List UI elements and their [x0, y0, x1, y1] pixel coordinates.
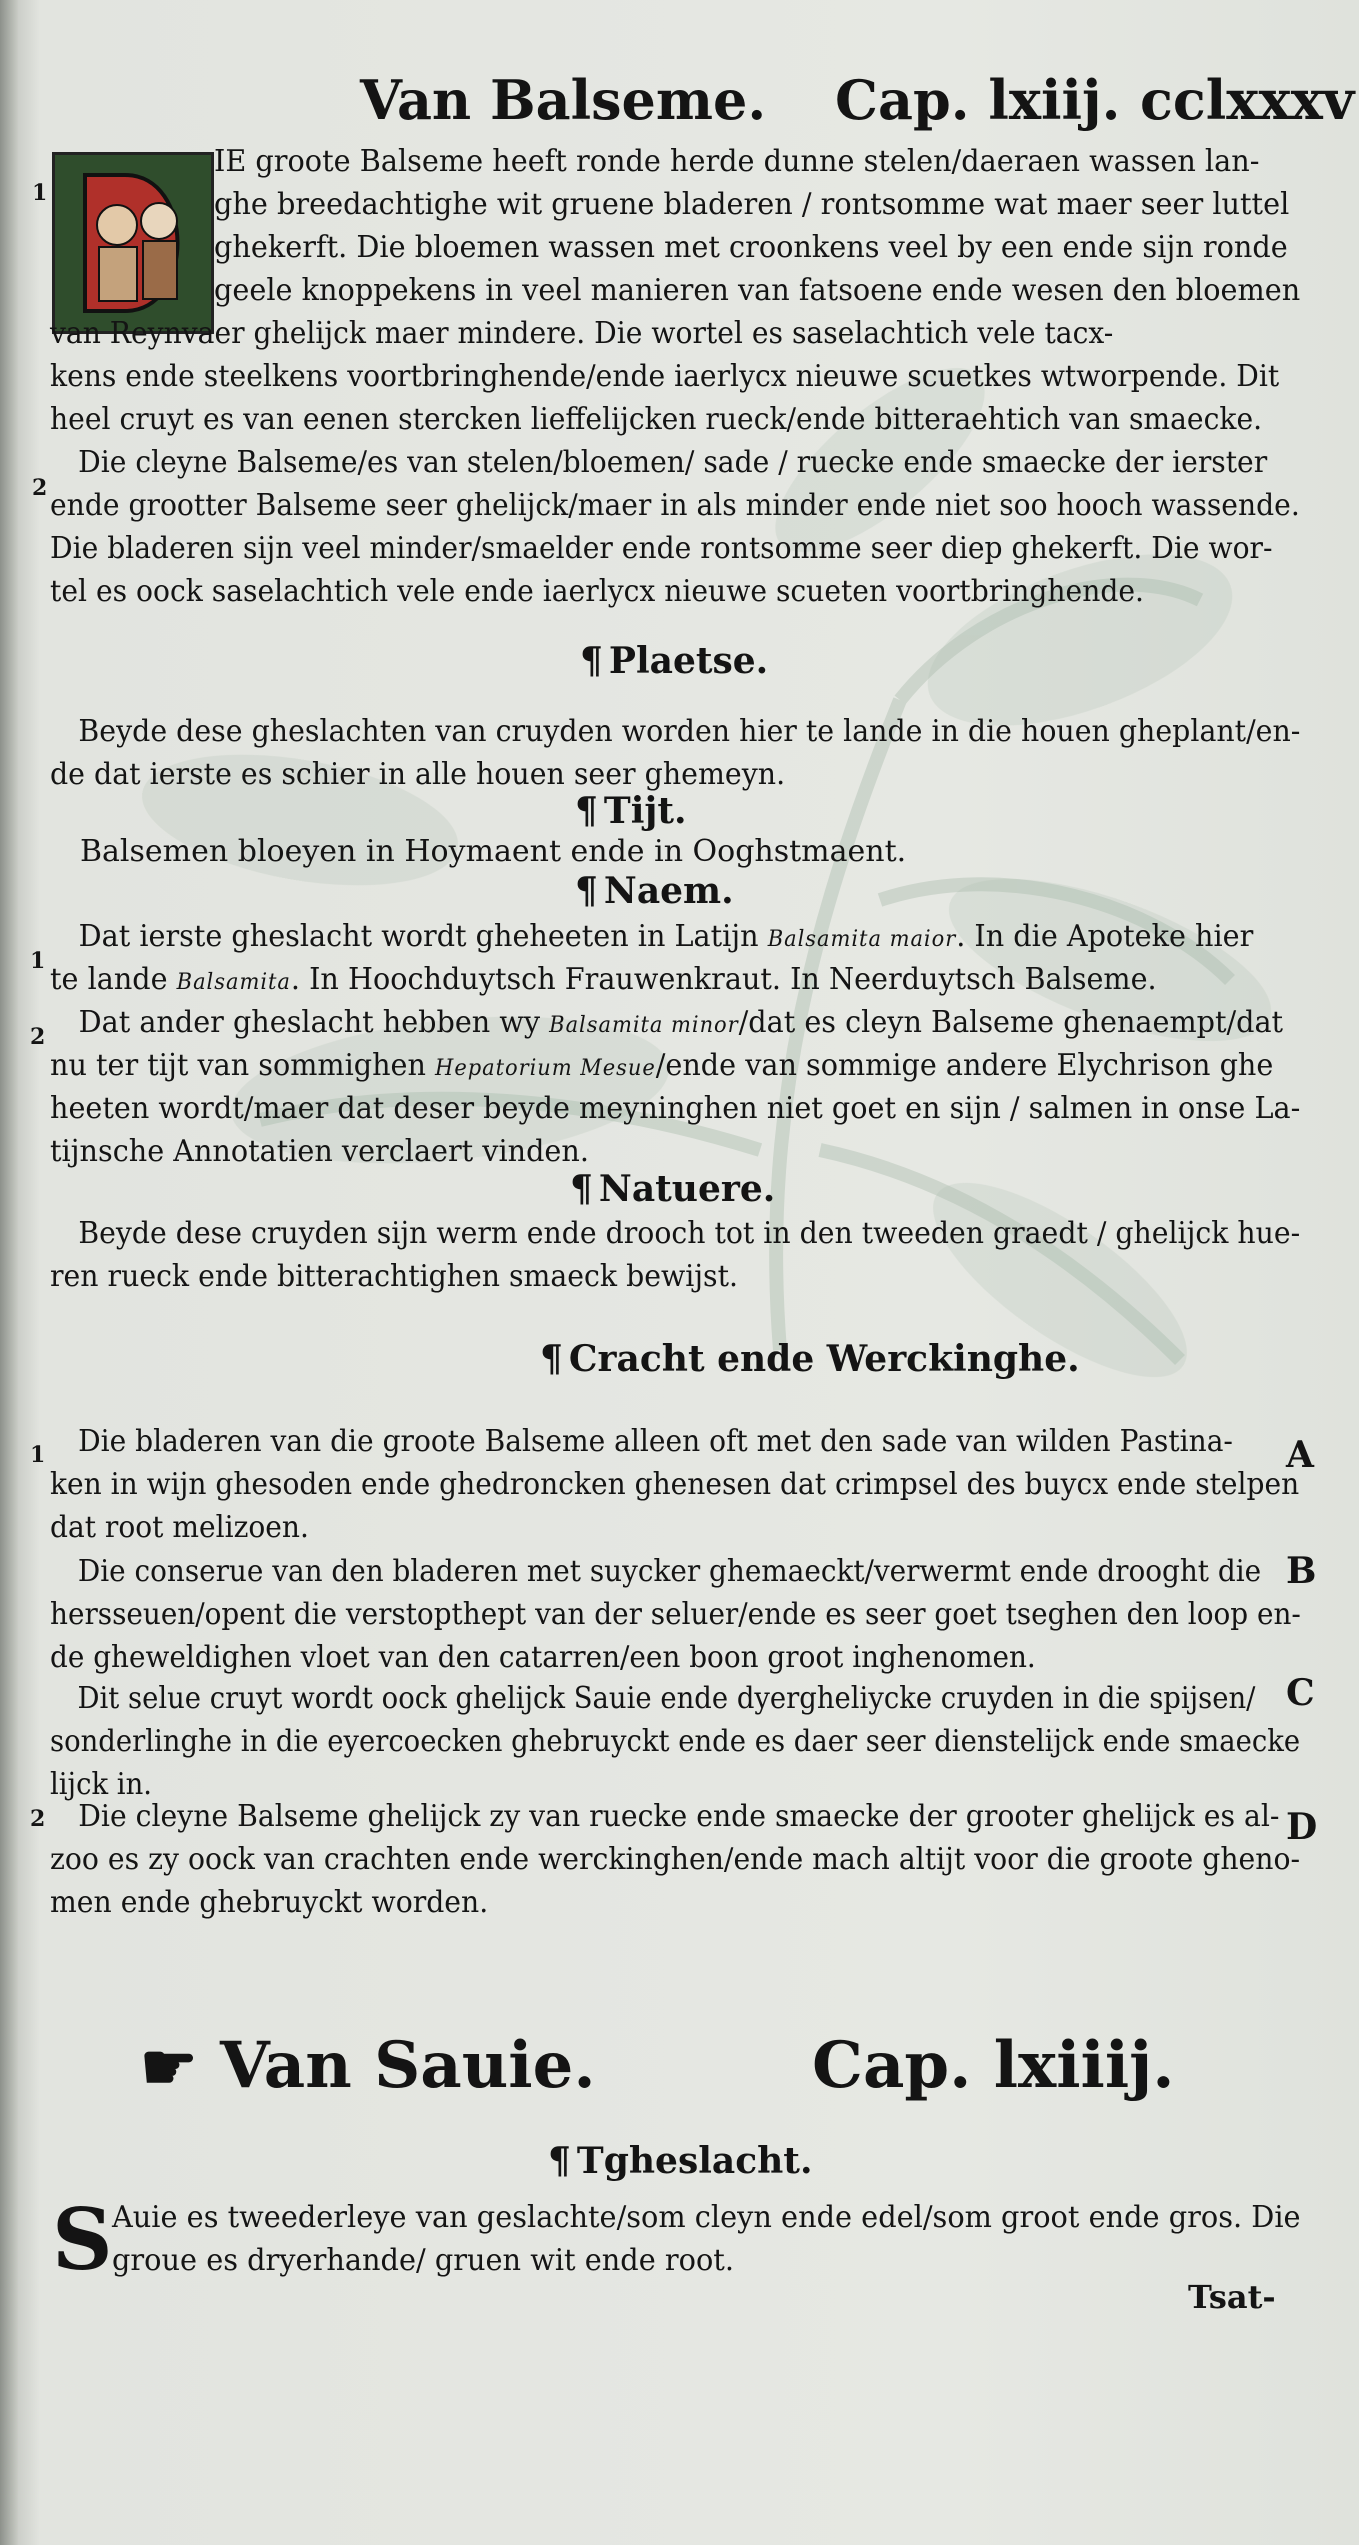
margin-number: 1	[32, 180, 48, 206]
hand-pointer-icon: ☛	[140, 2030, 198, 2105]
text-line: Die cleyne Balseme/es van stelen/bloemen/ sade / ruecke ende smaecke der ierster	[78, 445, 1268, 480]
text-line: men ende ghebruyckt worden.	[50, 1885, 489, 1920]
margin-number: 2	[32, 475, 48, 501]
text-line: hersseuen/opent die verstopthept van der seluer/ende es seer goet tseghen den loop en-	[50, 1597, 1301, 1632]
text-line: ren rueck ende bitterachtighen smaeck bewijst.	[50, 1259, 738, 1294]
pilcrow-icon: ¶	[575, 790, 598, 832]
text-line: lijck in.	[50, 1767, 152, 1802]
chapter-title-text: Van Sauie.	[220, 2028, 596, 2103]
text-run: /dat es cleyn Balseme ghenaempt/dat	[738, 1005, 1284, 1040]
text-line: ghekerft. Die bloemen wassen met croonkens veel by een ende sijn ronde	[214, 230, 1288, 265]
text-line: ken in wijn ghesoden ende ghedroncken ghenesen dat crimpsel des buycx ende stelpen	[50, 1467, 1300, 1502]
text-line: Dit selue cruyt wordt oock ghelijck Sauie ende dyergheliycke cruyden in die spijsen/	[77, 1681, 1256, 1716]
text-run: Dat ierste gheslacht wordt gheheeten in Latijn	[78, 919, 768, 954]
section-heading-naem	[575, 870, 734, 912]
section-heading-text: Plaetse.	[608, 640, 769, 682]
running-head-chapter: Cap. lxiij.	[835, 68, 1121, 132]
pilcrow-icon: ¶	[580, 640, 603, 682]
text-line	[50, 958, 1300, 1001]
section-heading-text: Naem.	[603, 870, 734, 912]
text-line	[50, 1001, 1300, 1044]
text-line: zoo es zy oock van crachten ende werckinghen/ende mach altijt voor die groote gheno-	[50, 1842, 1301, 1877]
plaetse-text	[50, 710, 1359, 796]
initial-letter-s: S	[52, 2190, 113, 2289]
margin-letter: B	[1286, 1550, 1317, 1592]
text-run: . In die Apoteke hier	[956, 919, 1254, 954]
natuere-text	[50, 1212, 1359, 1298]
pilcrow-icon: ¶	[548, 2140, 571, 2182]
section-heading-tijt	[575, 790, 687, 832]
cracht-paragraph-a	[50, 1420, 1359, 1549]
pilcrow-icon: ¶	[570, 1168, 593, 1210]
text-line: geele knoppekens in veel manieren van fatsoene ende wesen den bloemen	[214, 273, 1301, 308]
section-heading-text: Tgheslacht.	[576, 2140, 813, 2182]
section-heading-text: Tijt.	[603, 790, 687, 832]
margin-number: 1	[30, 948, 46, 974]
section-heading-plaetse	[580, 640, 768, 682]
text-line	[50, 915, 1300, 958]
latin-name: Balsamita maior	[767, 927, 957, 952]
section-heading-natuere	[570, 1168, 775, 1210]
latin-name: Hepatorium Mesue	[435, 1056, 656, 1081]
text-line: kens ende steelkens voortbringhende/ende iaerlycx nieuwe scuetkes wtworpende. Dit	[50, 359, 1280, 394]
running-head-title: Van Balseme.	[360, 68, 767, 132]
latin-name: Balsamita minor	[549, 1013, 739, 1038]
initial-figures-icon	[55, 155, 211, 331]
text-run: /ende van sommige andere Elychrison ghe	[655, 1048, 1274, 1083]
text-line: ghe breedachtighe wit gruene bladeren / rontsomme wat maer seer luttel	[214, 187, 1290, 222]
text-line: Die conserue van den bladeren met suycker ghemaeckt/verwermt ende drooght die	[77, 1554, 1262, 1589]
section-heading-cracht	[540, 1338, 1080, 1380]
text-line: Beyde dese gheslachten van cruyden worden hier te lande in die houen gheplant/en-	[78, 714, 1301, 749]
cracht-paragraph-b	[50, 1550, 1359, 1679]
text-line: tijnsche Annotatien verclaert vinden.	[50, 1134, 589, 1169]
chapter-title-sauie	[140, 2020, 1240, 2110]
text-line: Beyde dese cruyden sijn werm ende drooch tot in den tweeden graedt / ghelijck hue-	[78, 1216, 1301, 1251]
section-heading-tgheslacht	[548, 2140, 812, 2182]
text-line: Auie es tweederleye van geslachte/som cleyn ende edel/som groot ende gros. Die	[112, 2200, 1301, 2235]
text-line: de gheweldighen vloet van den catarren/een boon groot inghenomen.	[50, 1640, 1036, 1675]
margin-number: 2	[30, 1806, 46, 1832]
section-heading-text: Cracht ende Werckinghe.	[568, 1338, 1080, 1380]
catchword: Tsat-	[1188, 2278, 1276, 2316]
text-line: van Reynvaer ghelijck maer mindere. Die wortel es saselachtich vele tacx-	[50, 316, 1114, 351]
cracht-paragraph-d	[50, 1795, 1359, 1924]
text-line: IE groote Balseme heeft ronde herde dunne stelen/daeraen wassen lan-	[214, 144, 1260, 179]
naem-text	[50, 915, 1359, 1173]
section-heading-text: Natuere.	[598, 1168, 776, 1210]
margin-letter: A	[1286, 1434, 1314, 1476]
text-line	[50, 1044, 1300, 1087]
margin-number: 1	[30, 1442, 46, 1468]
text-line: Die cleyne Balseme ghelijck zy van ruecke ende smaecke der grooter ghelijck es al-	[78, 1799, 1280, 1834]
margin-number: 2	[30, 1024, 46, 1050]
text-line: Die bladeren sijn veel minder/smaelder ende rontsomme seer diep ghekerft. Die wor-	[50, 531, 1273, 566]
text-line: heeten wordt/maer dat deser beyde meyninghen niet goet en sijn / salmen in onse La-	[50, 1091, 1301, 1126]
tijt-text	[80, 830, 906, 873]
tgheslacht-text	[112, 2196, 1351, 2282]
margin-letter: C	[1286, 1672, 1315, 1714]
text-line: heel cruyt es van eenen stercken lieffelijcken rueck/ende bitteraehtich van smaecke.	[50, 402, 1263, 437]
text-line: sonderlinghe in die eyercoecken ghebruyckt ende es daer seer dienstelijck ende smaecke	[50, 1724, 1301, 1759]
text-run: . In Hoochduytsch Frauwenkraut. In Neerduytsch Balseme.	[290, 962, 1157, 997]
text-line: groue es dryerhande/ gruen wit ende root.	[112, 2243, 735, 2278]
latin-name: Balsamita	[176, 970, 291, 995]
decorated-initial	[52, 152, 214, 334]
text-run: te lande	[50, 962, 177, 997]
text-line: Balsemen bloeyen in Hoymaent ende in Ooghstmaent.	[80, 834, 907, 869]
pilcrow-icon: ¶	[540, 1338, 563, 1380]
text-run: nu ter tijt van sommighen	[50, 1048, 436, 1083]
text-line: de dat ierste es schier in alle houen seer ghemeyn.	[50, 757, 786, 792]
text-run: Dat ander gheslacht hebben wy	[78, 1005, 550, 1040]
margin-letter: D	[1286, 1806, 1318, 1848]
cracht-paragraph-c	[50, 1677, 1359, 1806]
intro-lines-beside-initial	[214, 140, 1349, 312]
running-head	[0, 60, 1359, 140]
intro-lines-full	[50, 312, 1359, 613]
book-gutter	[0, 0, 18, 2545]
text-line: Die bladeren van die groote Balseme alleen oft met den sade van wilden Pastina-	[78, 1424, 1233, 1459]
folio-number: cclxxxv	[1140, 68, 1355, 132]
text-line: ende grootter Balseme seer ghelijck/maer in als minder ende niet soo hooch wassende.	[50, 488, 1300, 523]
text-line: tel es oock saselachtich vele ende iaerlycx nieuwe scueten voortbringhende.	[50, 574, 1145, 609]
chapter-number-text: Cap. lxiiij.	[812, 2028, 1175, 2103]
text-line: dat root melizoen.	[50, 1510, 309, 1545]
pilcrow-icon: ¶	[575, 870, 598, 912]
